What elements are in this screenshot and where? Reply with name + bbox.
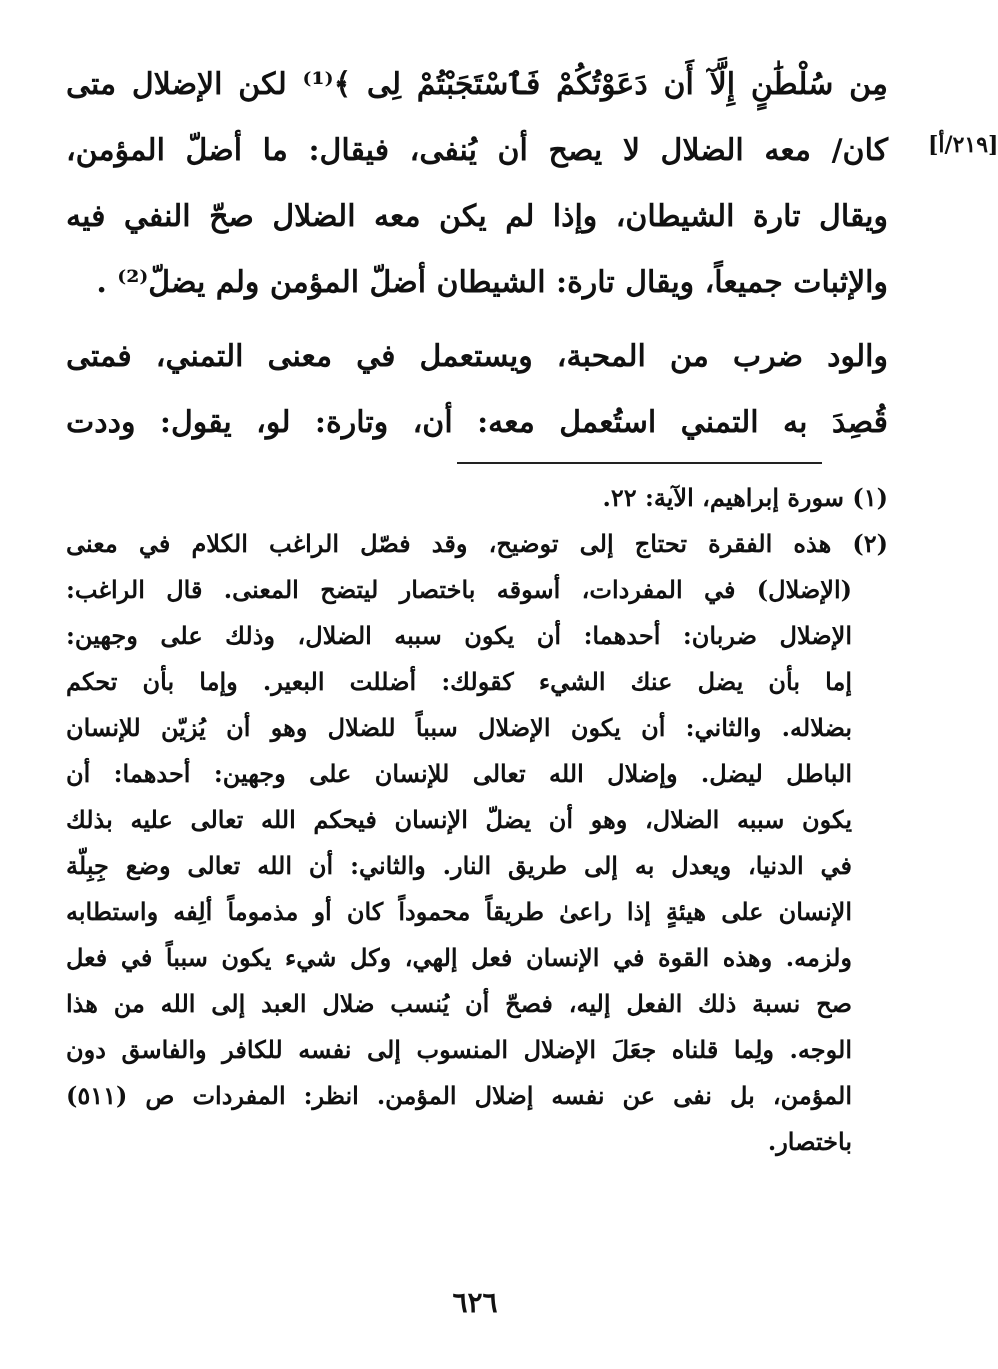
footnote-2-line-1 <box>66 521 888 567</box>
footnote-2-line-5: بضلاله. والثاني: أن يكون الإضلال سبباً للضلال وهو أن يُزيّن للإنسان <box>66 713 852 742</box>
footnote-2-number: (٢) <box>852 529 888 558</box>
footnote-2-line-8: في الدنيا، ويعدل به إلى طريق النار. والثاني: أن الله تعالى وضع جِبِلّة <box>66 851 852 880</box>
manuscript-folio-reference: [٢١٩/أ] <box>928 132 998 158</box>
main-line-2: كان/ معه الضلال لا يصح أن يُنفى، فيقال: ما أضلّ المؤمن، <box>66 133 888 168</box>
footnote-2-line-2: (الإضلال) في المفردات، أسوقه باختصار ليتضح المعنى. قال الراغب: <box>66 575 852 604</box>
main-line-5: والود ضرب من المحبة، ويستعمل في معنى التمني، فمتى <box>66 339 888 374</box>
main-line-3: ويقال تارة الشيطان، وإذا لم يكن معه الضلال صحّ النفي فيه <box>66 199 888 234</box>
footnote-1 <box>66 475 888 521</box>
main-line-1: مِن سُلْطَٰنٍ إِلَّآ أَن دَعَوْتُكُمْ فَٱسْتَجَبْتُمْ لِى ﴾⁽¹⁾ لكن الإضلال متى <box>66 67 889 102</box>
footnote-2-line-14: باختصار. <box>767 1127 852 1156</box>
footnote-2-line-4: إما بأن يضل عنك الشيء كقولك: أضللت البعير. وإما بأن تحكم <box>66 667 852 696</box>
footnotes <box>66 475 888 1165</box>
footnote-2-line-6: الباطل ليضل. وإضلال الله تعالى للإنسان على وجهين: أحدهما: أن <box>66 759 852 788</box>
footnote-2-line-13: المؤمن، بل نفى عن نفسه إضلال المؤمن. انظر: المفردات ص (٥١١) <box>66 1081 853 1110</box>
footnote-2-text: هذه الفقرة تحتاج إلى توضيح، وقد فصّل الراغب الكلام في معنى <box>66 529 832 558</box>
footnote-1-text: سورة إبراهيم، الآية: ٢٢. <box>602 483 845 512</box>
footnote-2-line-10: ولزمه. وهذه القوة في الإنسان فعل إلهي، وكل شيء يكون سبباً في فعل <box>66 943 852 972</box>
footnote-2-line-12: الوجه. ولِما قلناه جعَلَ الإضلال المنسوب إلى نفسه للكافر والفاسق دون <box>66 1035 852 1064</box>
footnote-separator <box>457 462 822 464</box>
main-line-6: قُصِدَ به التمني استُعمل معه: أن، وتارة: لو، يقول: وددت <box>66 405 888 440</box>
footnote-2-line-7: يكون سببه الضلال، وهو أن يضلّ الإنسان فيحكم الله تعالى عليه بذلك <box>66 805 852 834</box>
footnote-2-line-11: صح نسبة ذلك الفعل إليه، فصحّ أن يُنسب ضلال العبد إلى الله من هذا <box>66 989 852 1018</box>
main-line-4: والإثبات جميعاً، ويقال تارة: الشيطان أضلّ المؤمن ولم يضلّ⁽²⁾ . <box>96 265 888 300</box>
footnote-1-number: (١) <box>852 483 888 512</box>
footnote-2-line-3: الإضلال ضربان: أحدهما: أن يكون سببه الضلال، وذلك على وجهين: <box>66 621 852 650</box>
main-text <box>66 52 888 456</box>
footnote-2-line-9: الإنسان على هيئةٍ إذا راعىٰ طريقاً محموداً كان أو مذموماً ألِفه واستطابه <box>66 897 852 926</box>
page-number: ٦٢٦ <box>452 1286 498 1319</box>
